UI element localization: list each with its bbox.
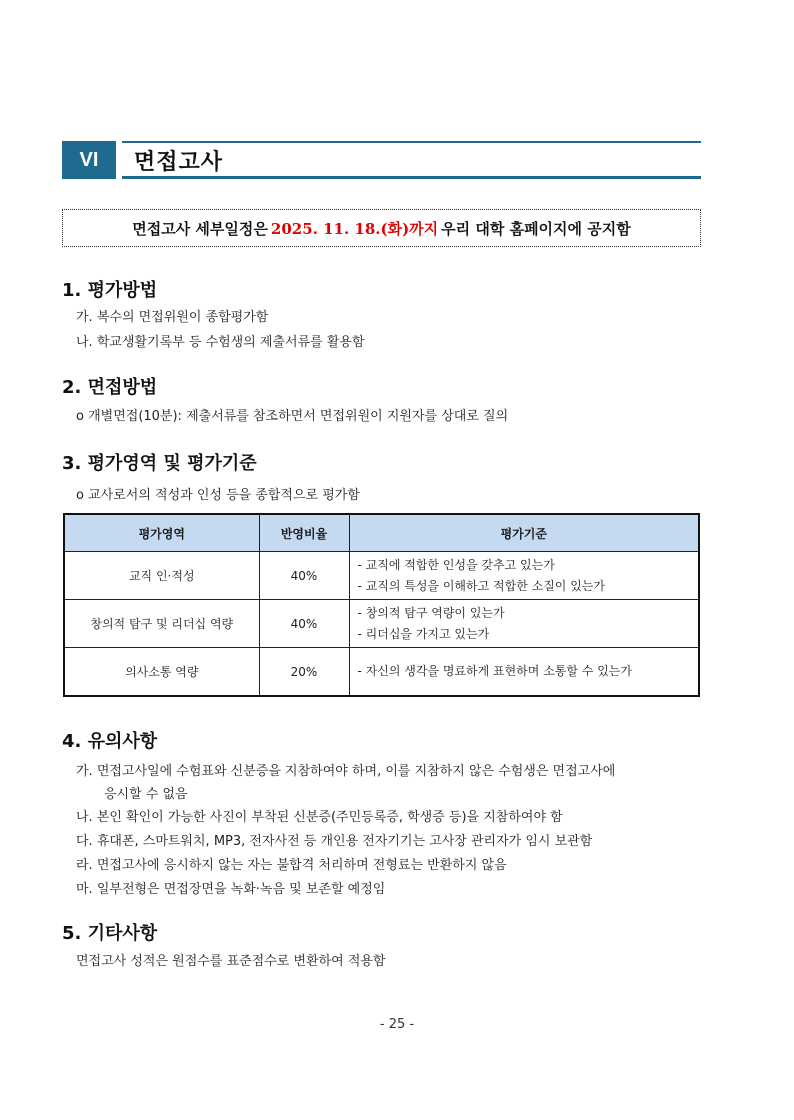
list-item: o 개별면접(10분): 제출서류를 참조하면서 면접위원이 지원자를 상대로 질의	[76, 409, 509, 424]
heading-interview-method: 2. 면접방법	[62, 377, 158, 398]
section-top-rule	[122, 141, 701, 143]
notice-suffix: 우리 대학 홈페이지에 공지함	[441, 219, 631, 238]
list-item: 가. 복수의 면접위원이 종합평가함	[76, 310, 269, 325]
cell-criteria	[349, 552, 699, 600]
list-item: 라. 면접고사에 응시하지 않는 자는 불합격 처리하며 전형료는 반환하지 않음	[76, 858, 507, 873]
list-item: 마. 일부전형은 면접장면을 녹화·녹음 및 보존할 예정임	[76, 882, 386, 897]
criteria-intro: o 교사로서의 적성과 인성 등을 종합적으로 평가함	[76, 488, 360, 503]
table-header-row	[64, 514, 699, 552]
criteria-line: - 교직에 적합한 인성을 갖추고 있는가	[357, 557, 555, 572]
section-bottom-rule	[122, 176, 701, 179]
list-item: 나. 학교생활기록부 등 수험생의 제출서류를 활용함	[76, 335, 365, 350]
table-row	[64, 552, 699, 600]
cell-area: 창의적 탐구 및 리더십 역량	[64, 600, 259, 648]
criteria-line: - 리더십을 가지고 있는가	[357, 626, 490, 641]
header-ratio: 반영비율	[259, 514, 349, 552]
section-title: 면접고사	[134, 150, 224, 175]
criteria-line: - 창의적 탐구 역량이 있는가	[357, 605, 505, 620]
list-item-continuation: 응시할 수 없음	[104, 787, 188, 802]
section-number-badge: VI	[62, 141, 116, 179]
criteria-line: - 교직의 특성을 이해하고 적합한 소질이 있는가	[357, 578, 605, 593]
cell-criteria	[349, 600, 699, 648]
list-item: 면접고사 성적은 원점수를 표준점수로 변환하여 적용함	[76, 954, 386, 969]
heading-evaluation-method: 1. 평가방법	[62, 280, 158, 301]
heading-precautions: 4. 유의사항	[62, 731, 158, 752]
cell-ratio: 20%	[259, 648, 349, 697]
cell-area: 교직 인·적성	[64, 552, 259, 600]
cell-ratio: 40%	[259, 600, 349, 648]
criteria-table	[63, 513, 700, 697]
table-row	[64, 648, 699, 697]
notice-date: 2025. 11. 18.(화)까지	[270, 219, 439, 238]
list-item: 나. 본인 확인이 가능한 사진이 부착된 신분증(주민등록증, 학생증 등)을 지참하여야 함	[76, 810, 563, 825]
table-row	[64, 600, 699, 648]
notice-box	[62, 209, 701, 247]
notice-prefix: 면접고사 세부일정은	[132, 219, 268, 238]
criteria-line: - 자신의 생각을 명료하게 표현하며 소통할 수 있는가	[357, 664, 632, 678]
header-area: 평가영역	[64, 514, 259, 552]
header-criteria: 평가기준	[349, 514, 699, 552]
list-item: 가. 면접고사일에 수험표와 신분증을 지참하여야 하며, 이를 지참하지 않은 수험생은 면접고사에	[76, 764, 616, 779]
cell-area: 의사소통 역량	[64, 648, 259, 697]
list-item: 다. 휴대폰, 스마트워치, MP3, 전자사전 등 개인용 전자기기는 고사장 관리자가 임시 보관함	[76, 834, 593, 849]
cell-ratio: 40%	[259, 552, 349, 600]
heading-evaluation-criteria: 3. 평가영역 및 평가기준	[62, 453, 257, 474]
cell-criteria	[349, 648, 699, 697]
page-number: - 25 -	[379, 1017, 415, 1032]
heading-other-matters: 5. 기타사항	[62, 923, 158, 944]
